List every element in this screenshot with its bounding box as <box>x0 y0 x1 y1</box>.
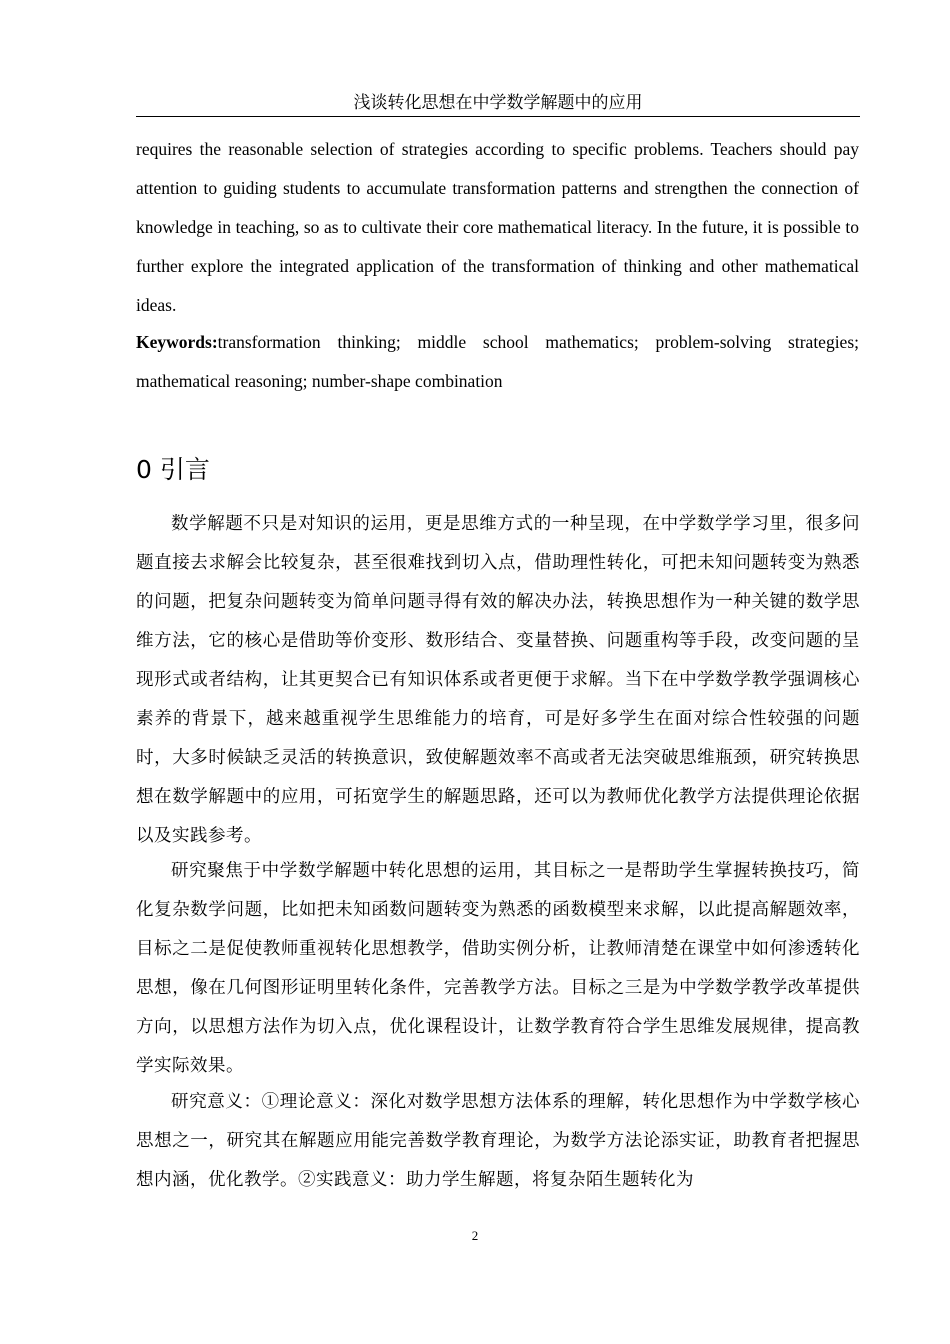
keywords-line <box>136 323 859 401</box>
body-paragraph-2: 研究聚焦于中学数学解题中转化思想的运用，其目标之一是帮助学生掌握转换技巧，简化复杂数学问题，比如把未知函数问题转变为熟悉的函数模型来求解，以此提高解题效率，目标之二是促使教师重视转化思想教学，借助实例分析，让教师清楚在课堂中如何渗透转化思想，像在几何图形证明里转化条件，完善教学方法。目标之三是为中学数学教学改革提供方向，以思想方法作为切入点，优化课程设计，让数学教育符合学生思维发展规律，提高教学实际效果。 <box>136 861 860 1076</box>
abstract-english-paragraph: requires the reasonable selection of strategies according to specific problems. Teachers should pay attention to guiding students to accumulate transformation patterns and strengthen the connection of knowledge in teaching, so as to cultivate their core mathematical literacy. In the future, it is possible to further explore the integrated application of the transformation of thinking and other mathematical ideas. <box>136 139 859 315</box>
page-number: 2 <box>471 1228 479 1243</box>
body-paragraph-1: 数学解题不只是对知识的运用，更是思维方式的一种呈现，在中学数学学习里，很多问题直接去求解会比较复杂，甚至很难找到切入点，借助理性转化，可把未知问题转变为熟悉的问题，把复杂问题转变为简单问题寻得有效的解决办法，转换思想作为一种关键的数学思维方法，它的核心是借助等价变形、数形结合、变量替换、问题重构等手段，改变问题的呈现形式或者结构，让其更契合已有知识体系或者更便于求解。当下在中学数学教学强调核心素养的背景下，越来越重视学生思维能力的培育，可是好多学生在面对综合性较强的问题时，大多时候缺乏灵活的转换意识，致使解题效率不高或者无法突破思维瓶颈，研究转换思想在数学解题中的应用，可拓宽学生的解题思路，还可以为教师优化教学方法提供理论依据以及实践参考。 <box>136 514 860 846</box>
body-paragraph-3: 研究意义：①理论意义：深化对数学思想方法体系的理解，转化思想作为中学数学核心思想之一，研究其在解题应用能完善数学教育理论，为数学方法论添实证，助教育者把握思想内涵，优化教学。②实践意义：助力学生解题，将复杂陌生题转化为 <box>136 1092 860 1190</box>
running-header-title: 浅谈转化思想在中学数学解题中的应用 <box>353 93 643 113</box>
header-divider <box>136 116 860 117</box>
section-heading-introduction: 0 引言 <box>136 455 210 484</box>
keywords-label: Keywords: <box>136 332 218 352</box>
keywords-text: transformation thinking; middle school mathematics; problem-solving strategies; mathematical reasoning; number-shape combination <box>136 332 859 391</box>
